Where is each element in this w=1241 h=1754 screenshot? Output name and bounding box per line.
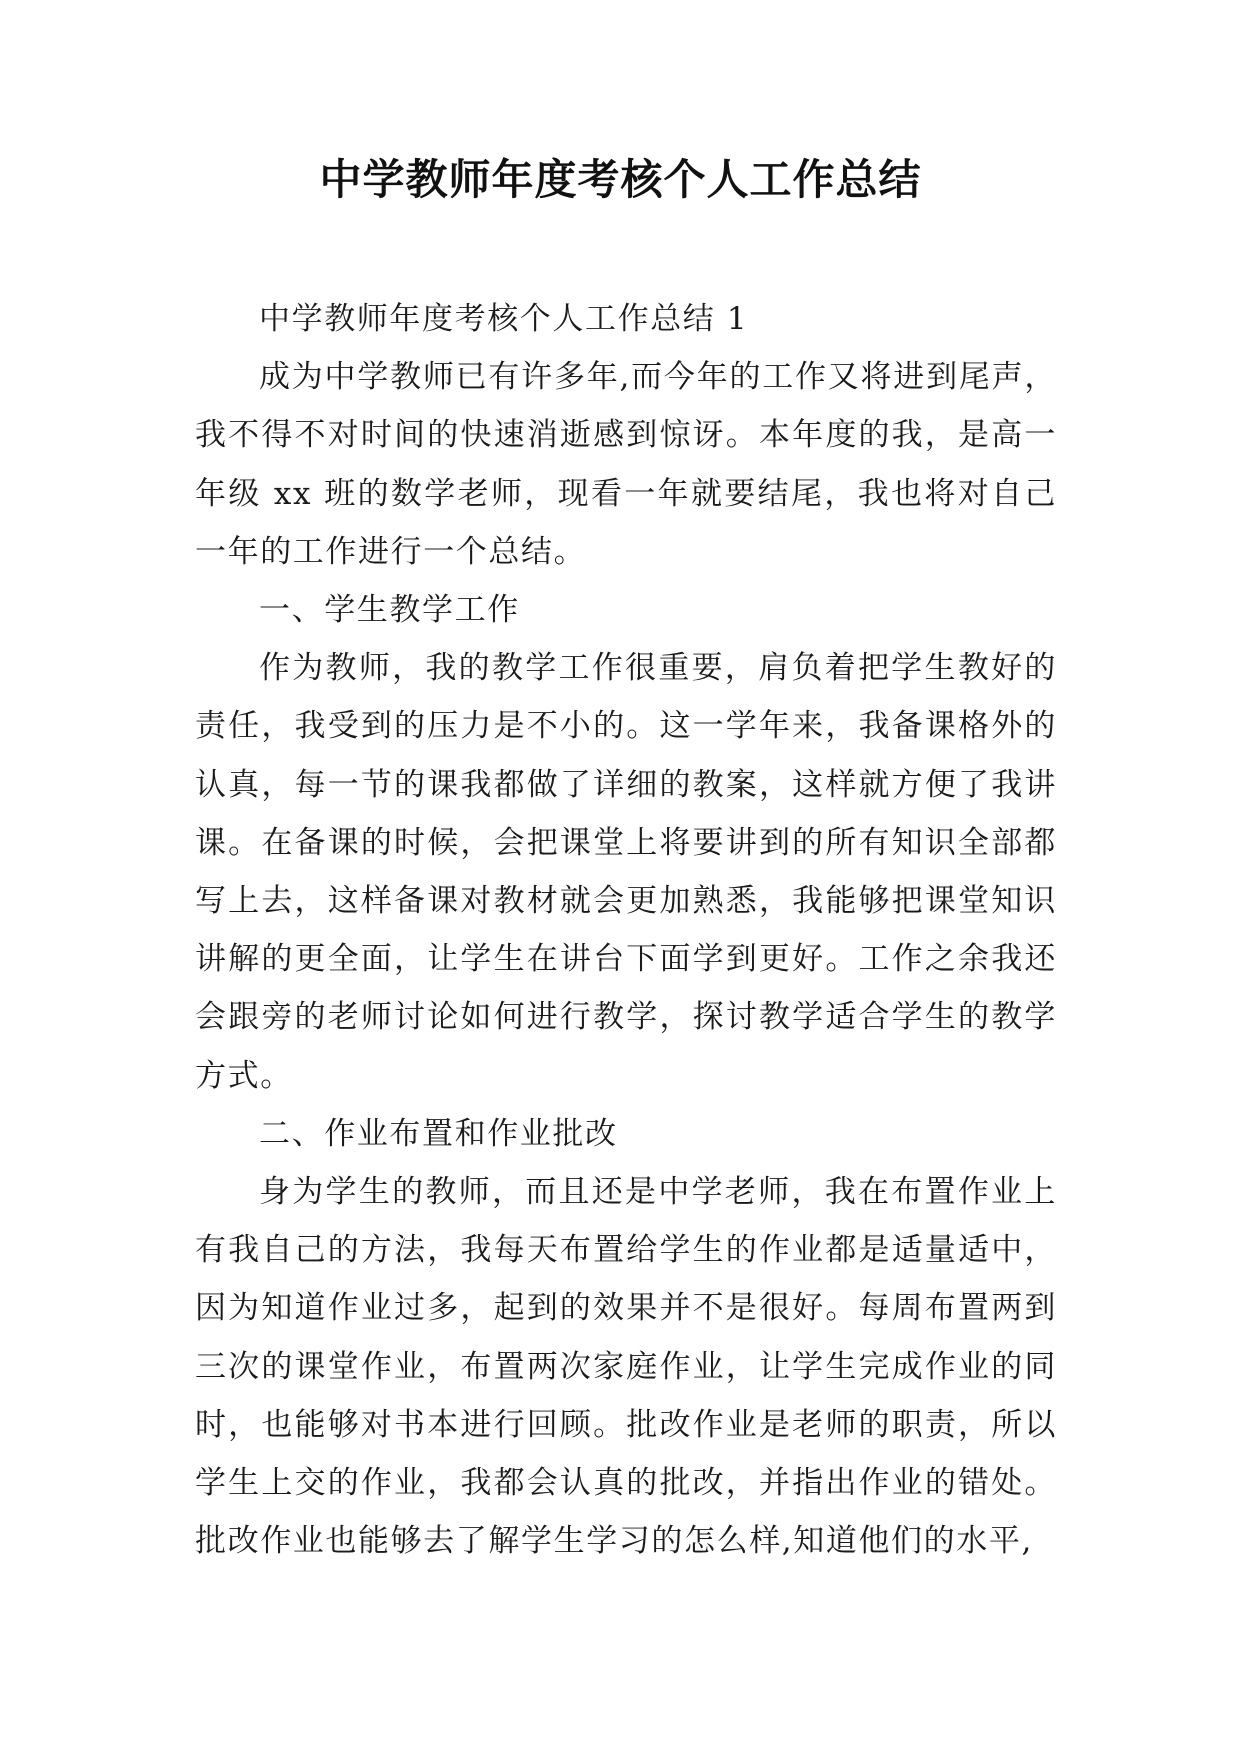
document-title: 中学教师年度考核个人工作总结: [319, 155, 922, 204]
document-body: [195, 290, 1057, 1570]
section-heading-1: 中学教师年度考核个人工作总结 1: [259, 301, 749, 337]
section-heading-homework: 二、作业布置和作业批改: [259, 1115, 618, 1152]
intro-paragraph: 成为中学教师已有许多年,而今年的工作又将进到尾声，我不得不对时间的快速消逝感到惊讶。本年度的我，是高一年级 xx 班的数学老师，现看一年就要结尾，我也将对自己一年的工作进行一个总结。: [195, 359, 1057, 570]
teaching-paragraph: 作为教师，我的教学工作很重要，肩负着把学生教好的责任，我受到的压力是不小的。这一学年来，我备课格外的认真，每一节的课我都做了详细的教案，这样就方便了我讲课。在备课的时候，会把课堂上将要讲到的所有知识全部都写上去，这样备课对教材就会更加熟悉，我能够把课堂知识讲解的更全面，让学生在讲台下面学到更好。工作之余我还会跟旁的老师讨论如何进行教学，探讨教学适合学生的教学方式。: [195, 650, 1057, 1094]
section-heading-teaching: 一、学生教学工作: [259, 592, 520, 629]
homework-paragraph: 身为学生的教师，而且还是中学老师，我在布置作业上有我自己的方法，我每天布置给学生的作业都是适量适中，因为知道作业过多，起到的效果并不是很好。每周布置两到三次的课堂作业，布置两次家庭作业，让学生完成作业的同时，也能够对书本进行回顾。批改作业是老师的职责，所以学生上交的作业，我都会认真的批改，并指出作业的错处。批改作业也能够去了解学生学习的怎么样,知道他们的水平,: [195, 1174, 1057, 1560]
